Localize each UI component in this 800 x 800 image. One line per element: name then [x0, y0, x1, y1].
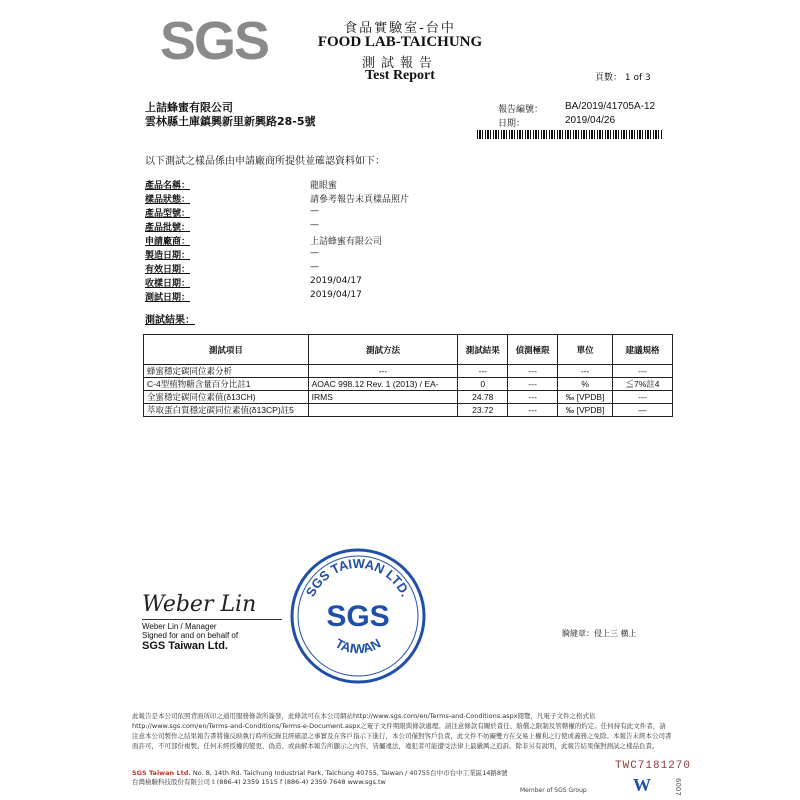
report-date-label: 日期：	[498, 119, 526, 129]
column-header: 測試結果	[458, 335, 508, 365]
cell-method: IRMS	[308, 391, 458, 404]
stamp-note: 騎縫章：侵上三 橫上	[562, 629, 637, 638]
column-header: 測試方法	[308, 335, 458, 365]
intro-text: 以下測試之樣品係由申請廠商所提供並確認資料如下：	[145, 156, 385, 167]
sample-label: 申請廠商：	[145, 237, 191, 247]
table-row	[144, 404, 673, 417]
table-row	[144, 391, 673, 404]
footer-address: No. 8, 14th Rd. Taichung Industrial Park, Taichung 40755, Taiwan / 40755台中市台中工業區14路8號	[192, 769, 508, 777]
column-header: 建議規格	[613, 335, 673, 365]
cell-item: 蜂蜜穩定碳同位素分析	[144, 365, 309, 378]
cell-spec: ---	[613, 365, 673, 378]
cell-method: AOAC 998.12 Rev. 1 (2013) / EA-	[308, 378, 458, 391]
sample-value: 上詰蜂蜜有限公司	[310, 237, 383, 247]
side-code: 6007	[674, 778, 682, 796]
cell-result: 24.78	[458, 391, 508, 404]
cell-limit: ---	[508, 391, 558, 404]
cell-item: 萃取蛋白質穩定碳同位素值(δ13CP)註5	[144, 404, 309, 417]
footer-company-zh: 台灣檢驗科技股份有限公司	[132, 778, 210, 786]
footer-company: SGS Taiwan Ltd.	[132, 769, 191, 777]
column-header: 單位	[558, 335, 613, 365]
cell-spec: ≦7%註4	[613, 378, 673, 391]
client-name: 上詰蜂蜜有限公司	[145, 101, 233, 114]
sample-value: —	[310, 248, 319, 258]
report-date: 2019/04/26	[565, 115, 616, 126]
signer-company: SGS Taiwan Ltd.	[142, 640, 228, 652]
sample-label: 測試日期：	[145, 293, 191, 303]
footer	[132, 769, 692, 787]
disclaimer: 此報告是本公司依照背面所印之通用服務條款所簽發，此條款可在本公司網站http://www.sgs.com/en/Terms-and-Conditions.aspx閱覽，凡電子文件之格式依http://www.sgs.com/en/Terms-and-Conditions/Terms-e-Document.aspx之電子文件期限與條款處理。請注意條款有關於責任、賠償之限制及管轄權的約定。任何持有此文件者，請注意本公司製作之結果報告書將僅反映執行時所紀錄且經確認之事實及在客戶指示下進行，本公司僅對客戶負責，此文件不妨礙雙方在交易上權利之行使或義務之免除。本報告未經本公司書面許可，不可部份複製。任何未經授權的變更、偽造、或曲解本報告所顯示之內容，皆屬違法，違犯者可能遭受法律上最嚴厲之追訴。除非另有說明，此報告結果僅對測試之樣品負責。	[132, 712, 672, 750]
table-row	[144, 378, 673, 391]
report-title-en: Test Report	[365, 68, 435, 83]
lab-name-zh: 食品實驗室-台中	[344, 21, 456, 36]
sample-value: 2019/04/17	[310, 276, 362, 286]
report-number: BA/2019/41705A-12	[565, 101, 656, 112]
cell-result: ---	[458, 365, 508, 378]
sample-label: 有效日期：	[145, 265, 191, 275]
cell-result: 23.72	[458, 404, 508, 417]
serial-number: TWC7181270	[615, 760, 692, 772]
results-table	[143, 334, 673, 417]
cell-item: 全蜜穩定碳同位素值(δ13CH)	[144, 391, 309, 404]
sample-label: 產品型號：	[145, 209, 191, 219]
barcode	[477, 130, 662, 139]
sample-label: 產品名稱：	[145, 181, 191, 191]
footer-website[interactable]: www.sgs.tw	[347, 778, 386, 786]
sample-value: —	[310, 220, 319, 230]
stamp-center-text: SGS	[326, 600, 390, 633]
cell-unit: ‰ [VPDB]	[558, 391, 613, 404]
sgs-logo: SGS	[160, 11, 269, 71]
sample-value: —	[310, 262, 319, 272]
sample-value: 2019/04/17	[310, 290, 362, 300]
signature-line	[142, 619, 282, 620]
column-header: 偵測極限	[508, 335, 558, 365]
sample-label: 製造日期：	[145, 251, 191, 261]
cell-unit: ---	[558, 365, 613, 378]
cell-unit: ‰ [VPDB]	[558, 404, 613, 417]
table-row	[144, 365, 673, 378]
stamp-bottom-text: TAIWAN	[332, 635, 384, 657]
column-header: 測試項目	[144, 335, 309, 365]
signature-block	[142, 592, 282, 652]
w-mark-icon: W	[633, 775, 651, 795]
member-text: Member of SGS Group	[520, 787, 587, 794]
cell-spec: —	[613, 404, 673, 417]
sample-label: 產品批號：	[145, 223, 191, 233]
cell-result: 0	[458, 378, 508, 391]
signer-name: Weber Lin / Manager	[142, 622, 217, 631]
sample-label: 收樣日期：	[145, 279, 191, 289]
table-header-row	[144, 335, 673, 365]
sample-label: 樣品狀態：	[145, 195, 191, 205]
cell-limit: ---	[508, 365, 558, 378]
cell-spec: ---	[613, 391, 673, 404]
footer-fax: f (886-4) 2359 7648	[279, 778, 346, 786]
sample-value: 龍眼蜜	[310, 181, 338, 191]
cell-limit: ---	[508, 404, 558, 417]
cell-unit: %	[558, 378, 613, 391]
report-title-zh: 測試報告	[361, 56, 438, 71]
lab-name-en: FOOD LAB-TAICHUNG	[317, 34, 483, 50]
results-title: 測試結果：	[145, 315, 195, 326]
sgs-taiwan-stamp	[288, 546, 428, 686]
footer-phone: t (886-4) 2359 1515	[212, 778, 278, 786]
page-number: 頁數： 1 of 3	[595, 73, 651, 83]
sample-value: 請參考報告末頁樣品照片	[310, 195, 410, 205]
client-address: 雲林縣土庫鎮興新里新興路28-5號	[145, 115, 316, 128]
signature: Weber Lin	[142, 592, 257, 617]
cell-limit: ---	[508, 378, 558, 391]
cell-method	[308, 404, 458, 417]
sample-value: —	[310, 206, 319, 216]
signed-on-behalf: Signed for and on behalf of	[142, 631, 239, 640]
stamp-top-text: SGS TAIWAN LTD.	[302, 555, 414, 600]
cell-item: C-4型植物糖含量百分比註1	[144, 378, 309, 391]
report-number-label: 報告編號：	[498, 105, 544, 115]
cell-method: ---	[308, 365, 458, 378]
